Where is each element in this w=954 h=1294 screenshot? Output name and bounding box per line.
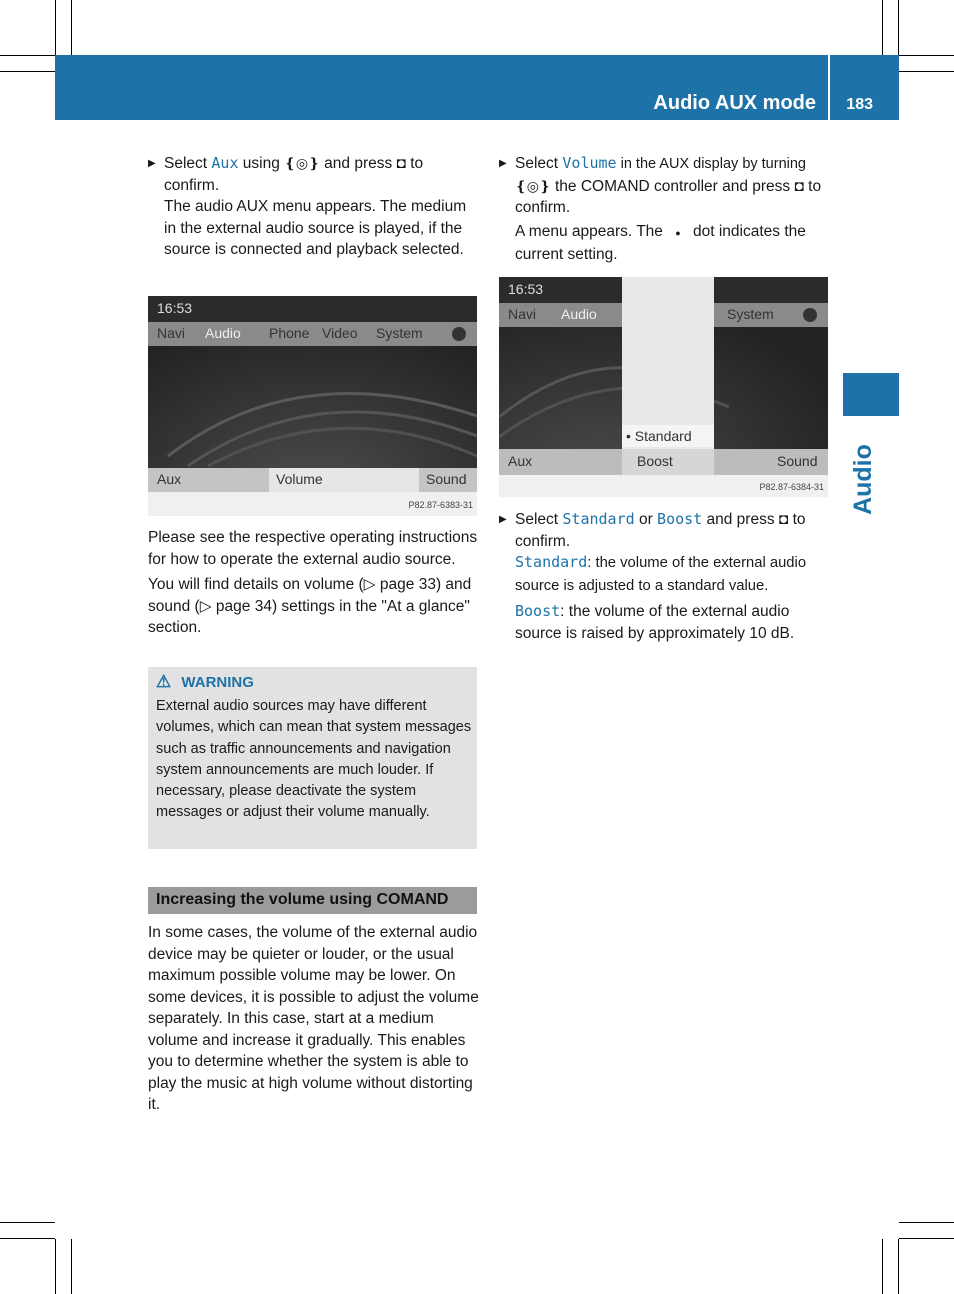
text: the COMAND controller and press bbox=[550, 177, 795, 195]
screen-option-standard: • Standard bbox=[626, 428, 692, 444]
screen-menu-audio: Audio bbox=[205, 325, 241, 341]
option-description bbox=[515, 552, 831, 597]
option-code: Standard bbox=[515, 553, 588, 571]
warning-box bbox=[148, 667, 477, 849]
screen-menu-phone: Phone bbox=[269, 325, 310, 341]
controller-press-icon: ◘ bbox=[396, 155, 406, 172]
text: using bbox=[238, 155, 285, 172]
header-bar bbox=[55, 55, 899, 120]
step-result bbox=[515, 221, 831, 266]
page-title: Audio AUX mode bbox=[653, 92, 816, 114]
text: to confirm. bbox=[164, 155, 424, 194]
left-body bbox=[148, 527, 480, 643]
instruction-item bbox=[499, 509, 831, 644]
section-body: In some cases, the volume of the external audio device may be quieter or louder, or the usual maximum possible volume may be lower. On some devices, it is possible to adjust the volume separately. In this case, start at a medium volume and increase it gradually. This enables you to determine whether the system is able to play the music at high volume without distorting it. bbox=[148, 924, 479, 1113]
crop-mark bbox=[71, 0, 72, 55]
bullet-arrow-icon: ▶ bbox=[148, 158, 156, 169]
text: in the AUX display by turning bbox=[616, 156, 806, 172]
screen-menu-system: System bbox=[727, 306, 774, 322]
text: A menu appears. The bbox=[515, 222, 668, 240]
screen-time: 16:53 bbox=[508, 281, 544, 297]
crop-mark bbox=[55, 1239, 56, 1294]
crop-mark bbox=[0, 55, 55, 56]
warning-text: External audio sources may have different volumes, which can mean that system messages such as traffic announcements and navigation system announcements are much louder. If necessary, please deactivate the system messages or adjust their volume manually. bbox=[156, 698, 472, 821]
figure-code: P82.87-6384-31 bbox=[759, 482, 824, 492]
text: : the volume of the external audio source is raised by approximately 10 dB. bbox=[515, 603, 795, 642]
crop-mark bbox=[899, 1222, 954, 1223]
text: Select bbox=[164, 155, 212, 172]
text: Select bbox=[515, 155, 563, 172]
controller-turn-icon: ❴◎❵ bbox=[284, 155, 320, 171]
crop-mark bbox=[55, 0, 56, 55]
menu-item-code: Volume bbox=[562, 154, 617, 172]
screen-bottom-aux: Aux bbox=[157, 471, 182, 487]
crop-mark bbox=[899, 71, 954, 72]
screen-bottom-volume: Volume bbox=[276, 471, 323, 487]
crop-mark bbox=[71, 1239, 72, 1294]
paragraph: Please see the respective operating instructions for how to operate the external audio source. bbox=[148, 529, 478, 568]
text: dot indicates the current setting. bbox=[515, 222, 806, 263]
option-code: Boost bbox=[515, 602, 561, 620]
page-number: 183 bbox=[846, 96, 873, 113]
screen-bottom-boost: Boost bbox=[637, 453, 673, 469]
screen-menu-video: Video bbox=[322, 325, 358, 341]
crop-mark bbox=[0, 1238, 55, 1239]
text: : the volume of the external audio source is adjusted to a standard value. bbox=[515, 555, 807, 594]
left-step-1 bbox=[148, 153, 480, 261]
step-result: The audio AUX menu appears. The medium in the external audio source is played, if the source is connected and playback selected. bbox=[164, 198, 467, 258]
crop-mark bbox=[898, 1239, 899, 1294]
section-title: Increasing the volume using COMAND bbox=[156, 891, 449, 908]
text: and press bbox=[702, 511, 779, 528]
instruction-item bbox=[499, 153, 831, 266]
bullet-arrow-icon: ▶ bbox=[499, 158, 507, 169]
text: to confirm. bbox=[515, 177, 822, 216]
screen-time: 16:53 bbox=[157, 300, 193, 316]
warning-title: WARNING bbox=[181, 674, 254, 691]
screen-menu-navi: Navi bbox=[508, 306, 537, 322]
screen-bottom-sound: Sound bbox=[777, 453, 818, 469]
text: to confirm. bbox=[515, 511, 806, 550]
section-heading bbox=[148, 887, 477, 914]
crop-mark bbox=[0, 71, 55, 72]
text: or bbox=[634, 511, 658, 528]
warning-triangle-icon: ⚠ bbox=[156, 672, 172, 691]
screen-menu-navi: Navi bbox=[157, 325, 186, 341]
crop-mark bbox=[899, 1238, 954, 1239]
chapter-label bbox=[820, 435, 890, 515]
option-description bbox=[515, 601, 831, 644]
screen-menu-system: System bbox=[376, 325, 423, 341]
crop-mark bbox=[898, 0, 899, 55]
menu-item-code: Aux bbox=[211, 154, 239, 172]
right-step-1 bbox=[499, 153, 831, 266]
text: and press bbox=[319, 155, 397, 172]
chapter-label-text: Audio bbox=[848, 444, 877, 515]
warning-heading bbox=[156, 672, 254, 692]
paragraph: You will find details on volume (▷ page 33) and sound (▷ page 34) settings in the "At a glance" section. bbox=[148, 576, 472, 636]
controller-press-icon: ◘ bbox=[778, 511, 789, 528]
menu-item-code: Standard bbox=[562, 510, 635, 528]
controller-press-icon: ◘ bbox=[794, 177, 804, 195]
comand-screenshot-1 bbox=[148, 296, 477, 516]
bullet-arrow-icon: ▶ bbox=[499, 514, 507, 525]
controller-turn-icon: ❴◎❵ bbox=[515, 177, 551, 194]
instruction-item bbox=[148, 153, 480, 261]
menu-item-code: Boost bbox=[657, 510, 703, 528]
text: Select bbox=[515, 511, 563, 528]
crop-mark bbox=[882, 0, 883, 55]
crop-mark bbox=[899, 55, 954, 56]
screen-menu-audio: Audio bbox=[561, 306, 597, 322]
figure-code: P82.87-6383-31 bbox=[408, 500, 473, 510]
comand-screenshot-2 bbox=[499, 277, 828, 497]
crop-mark bbox=[882, 1239, 883, 1294]
screen-bottom-aux: Aux bbox=[508, 453, 533, 469]
screen-bottom-sound: Sound bbox=[426, 471, 467, 487]
selection-dot-icon: ● bbox=[675, 227, 681, 238]
header-divider bbox=[828, 55, 830, 120]
right-step-2 bbox=[499, 509, 831, 644]
crop-mark bbox=[0, 1222, 55, 1223]
chapter-tab bbox=[843, 373, 899, 416]
